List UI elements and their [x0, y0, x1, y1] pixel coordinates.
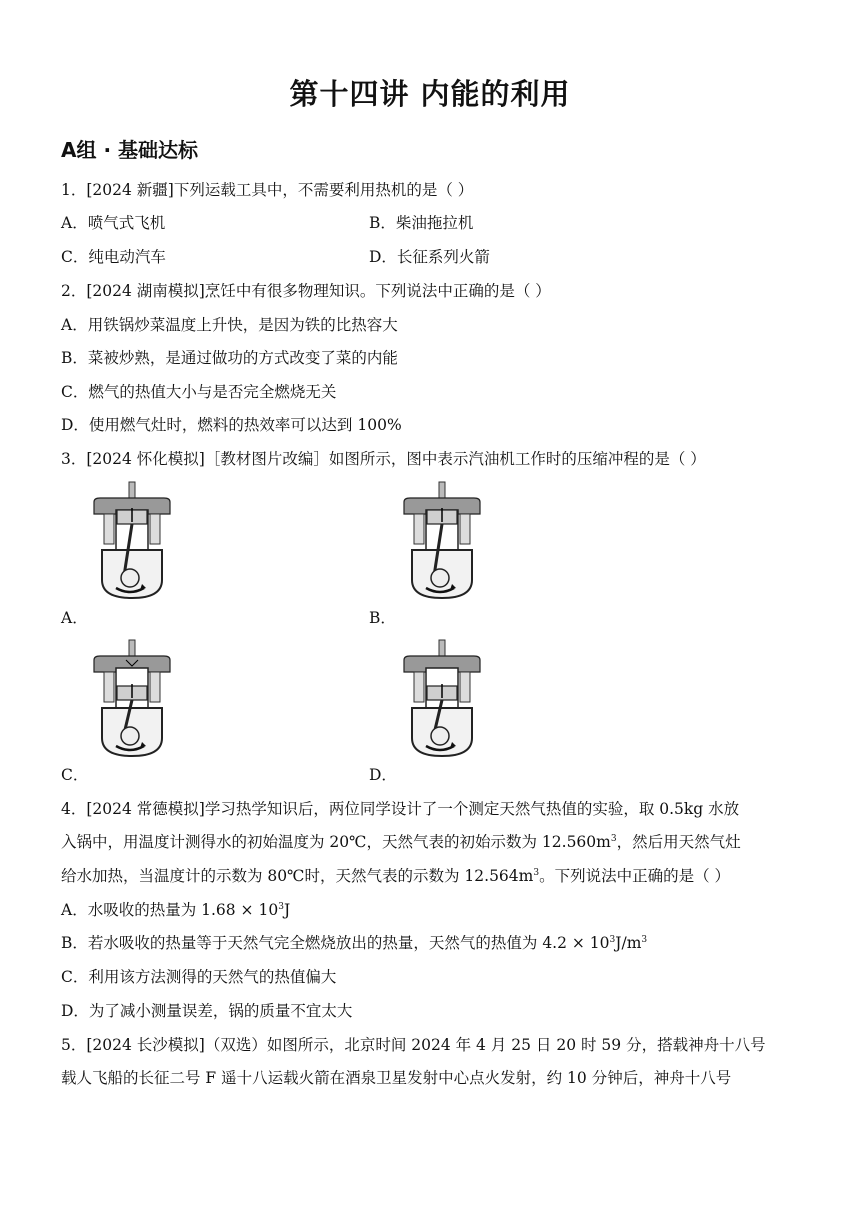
q3-option-c-label: C． [61, 766, 89, 784]
engine-diagram-c [86, 638, 178, 758]
engine-diagram-b [396, 480, 488, 600]
q4-option-d: D．为了减小测量误差，锅的质量不宜太大 [61, 1002, 353, 1020]
q2-option-d: D．使用燃气灶时，燃料的热效率可以达到 100% [61, 416, 402, 434]
question-4-line-3: 给水加热，当温度计的示数为 80℃时，天然气表的示数为 $12.564m^3$。下列说法中正确的是（ ） [61, 867, 731, 885]
q4-option-b: B．若水吸收的热量等于天然气完全燃烧放出的热量，天然气的热值为 $4.2 \times 10^3J/m^3$ [61, 934, 648, 952]
question-5-line-2: 载人飞船的长征二号 F 遥十八运载火箭在酒泉卫星发射中心点火发射，约 10 分钟后，神舟十八号 [61, 1069, 732, 1087]
q1-option-a: A．喷气式飞机 [61, 214, 166, 232]
question-4-line-2: 入锅中，用温度计测得水的初始温度为 20℃，天然气表的初始示数为 $12.560m^3$，然后用天然气灶 [61, 833, 741, 851]
question-1-stem: 1．[2024 新疆]下列运载工具中，不需要利用热机的是（ ） [61, 181, 474, 199]
q4-option-c: C．利用该方法测得的天然气的热值偏大 [61, 968, 337, 986]
engine-diagram-a [86, 480, 178, 600]
question-4-line-1: 4．[2024 常德模拟]学习热学知识后，两位同学设计了一个测定天然气热值的实验，取 0.5kg 水放 [61, 800, 740, 818]
q2-option-a: A．用铁锅炒菜温度上升快，是因为铁的比热容大 [61, 316, 398, 334]
q3-option-d-label: D． [369, 766, 397, 784]
page-title: 第十四讲 内能的利用 [289, 77, 571, 111]
q2-option-b: B．菜被炒熟，是通过做功的方式改变了菜的内能 [61, 349, 398, 367]
q1-option-c: C．纯电动汽车 [61, 248, 166, 266]
q4-option-a: A．水吸收的热量为 $1.68 \times 10^3J$ [61, 901, 291, 919]
q1-option-d: D．长征系列火箭 [369, 248, 490, 266]
q3-option-b-label: B． [369, 609, 396, 627]
question-5-line-1: 5．[2024 长沙模拟]（双选）如图所示，北京时间 2024 年 4 月 25 日 20 时 59 分，搭载神舟十八号 [61, 1036, 766, 1054]
engine-diagram-d [396, 638, 488, 758]
q3-option-a-label: A． [61, 609, 88, 627]
section-heading: A组 · 基础达标 [61, 138, 199, 162]
q2-option-c: C．燃气的热值大小与是否完全燃烧无关 [61, 383, 337, 401]
question-3-stem: 3．[2024 怀化模拟]［教材图片改编］如图所示，图中表示汽油机工作时的压缩冲程的是（ ） [61, 450, 706, 468]
q1-option-b: B．柴油拖拉机 [369, 214, 474, 232]
question-2-stem: 2．[2024 湖南模拟]烹饪中有很多物理知识。下列说法中正确的是（ ） [61, 282, 551, 300]
